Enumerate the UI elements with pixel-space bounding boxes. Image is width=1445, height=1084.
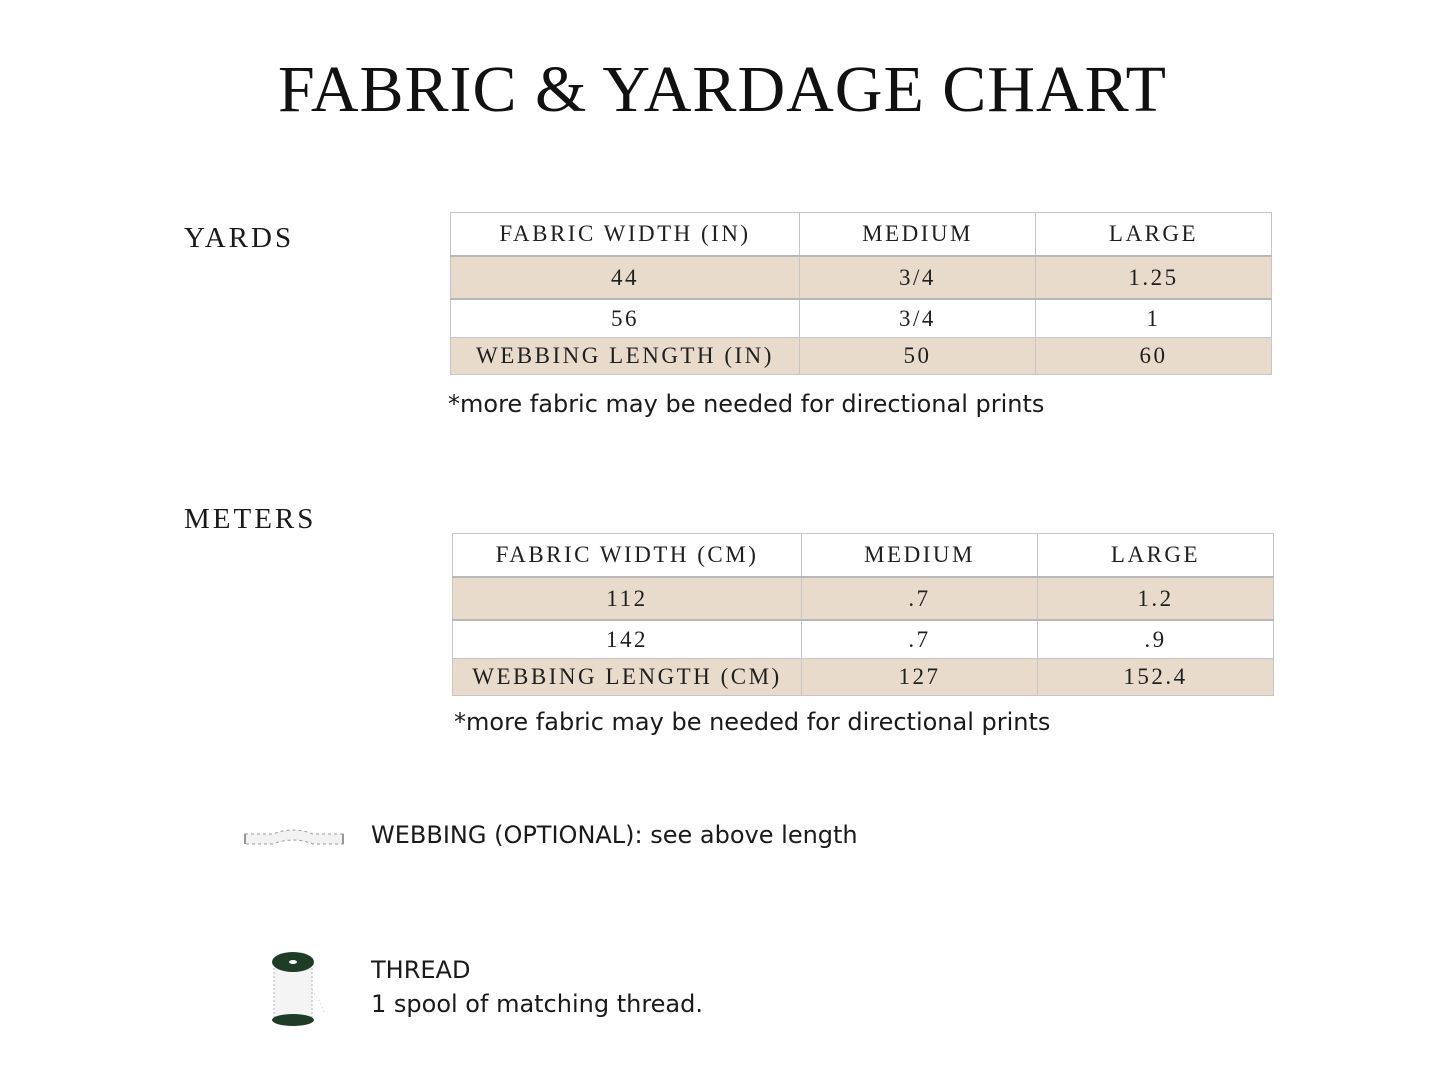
table-row [451,299,1272,338]
webbing-supply-text: WEBBING (OPTIONAL): see above length [371,821,858,849]
table-row [453,620,1274,659]
page-title: FABRIC & YARDAGE CHART [278,53,1167,126]
cell-large: 1.25 [1036,256,1272,299]
cell-medium: 3/4 [800,299,1036,338]
table-row-webbing [451,338,1272,375]
thread-spool-icon [268,950,328,1035]
table-header-row [451,213,1272,257]
cell-medium: .7 [802,577,1038,620]
thread-supply-text: 1 spool of matching thread. [371,990,704,1018]
header-large: LARGE [1038,534,1274,578]
header-fabric-width: FABRIC WIDTH (IN) [451,213,800,257]
cell-large: 152.4 [1038,659,1274,696]
cell-webbing-label: WEBBING LENGTH (CM) [453,659,802,696]
cell-webbing-label: WEBBING LENGTH (IN) [451,338,800,375]
yards-table [450,212,1272,375]
thread-supply-title: THREAD [371,956,471,984]
table-header-row [453,534,1274,578]
header-medium: MEDIUM [802,534,1038,578]
cell-medium: 50 [800,338,1036,375]
cell-width: 44 [451,256,800,299]
cell-large: 1 [1036,299,1272,338]
cell-width: 142 [453,620,802,659]
cell-medium: 127 [802,659,1038,696]
webbing-ribbon-icon [243,826,345,855]
yards-section-label: YARDS [184,222,295,254]
cell-width: 56 [451,299,800,338]
table-row [451,256,1272,299]
header-medium: MEDIUM [800,213,1036,257]
meters-section-label: METERS [184,503,317,535]
yards-note: *more fabric may be needed for directional prints [448,390,1045,418]
meters-table [452,533,1274,696]
table-row-webbing [453,659,1274,696]
cell-medium: 3/4 [800,256,1036,299]
cell-medium: .7 [802,620,1038,659]
header-fabric-width: FABRIC WIDTH (CM) [453,534,802,578]
meters-note: *more fabric may be needed for directional prints [454,708,1051,736]
header-large: LARGE [1036,213,1272,257]
cell-large: .9 [1038,620,1274,659]
cell-width: 112 [453,577,802,620]
cell-large: 1.2 [1038,577,1274,620]
cell-large: 60 [1036,338,1272,375]
thread-supply-block [371,953,703,1021]
table-row [453,577,1274,620]
